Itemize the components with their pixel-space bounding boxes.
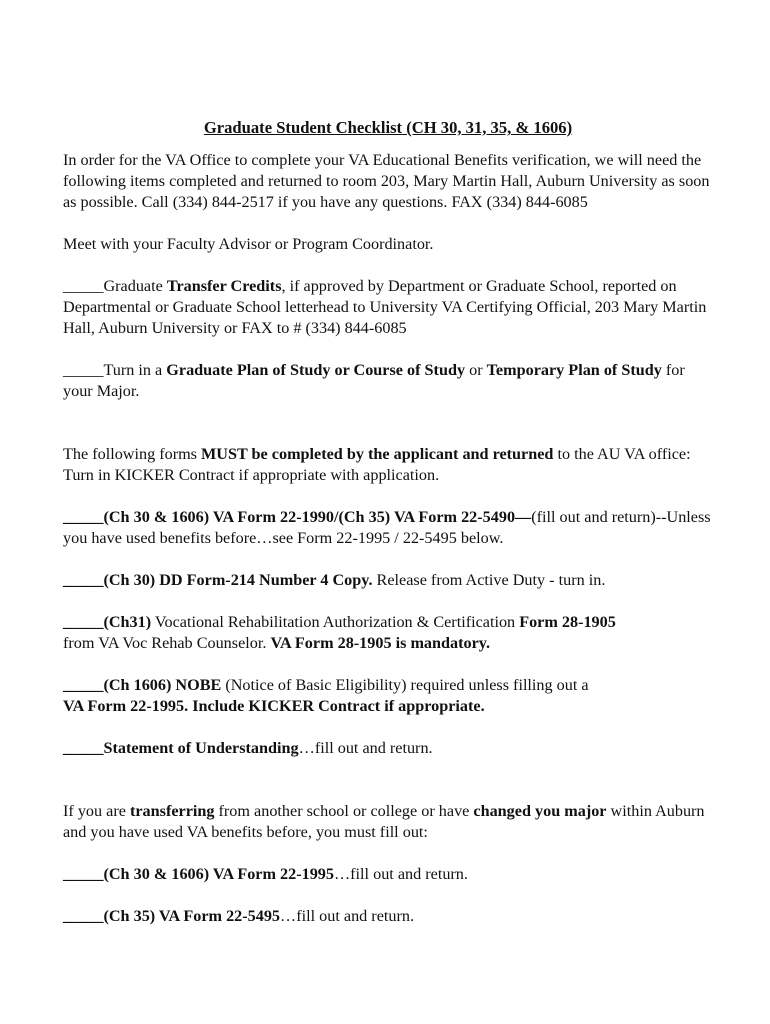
transferring-paragraph (63, 801, 713, 843)
item7-text: …fill out and return. (280, 907, 414, 925)
plan-text-e: for your Major. (63, 361, 685, 400)
item7-bold: _____(Ch 35) VA Form 22-5495 (63, 907, 281, 925)
item3-bold-a: _____(Ch31) (63, 613, 152, 631)
item1-bold: _____(Ch 30 & 1606) VA Form 22-1990/(Ch 35) VA Form 22-5490— (63, 508, 532, 526)
intro-paragraph: In order for the VA Office to complete your VA Educational Benefits verification, we will need the following items completed and returned to room 203, Mary Martin Hall, Auburn University as soon as possible. Call (334) 844-2517 if you have any questions. FAX (334) 844-6085 (63, 151, 710, 211)
transfer-credits-item (63, 276, 713, 339)
item2-text: Release from Active Duty - turn in. (372, 571, 606, 589)
form-28-1905-item (63, 612, 713, 654)
nobe-item (63, 675, 713, 717)
item3-bold-c: Form 28-1905 (519, 613, 616, 631)
item6-bold: _____(Ch 30 & 1606) VA Form 22-1995 (63, 865, 334, 883)
forms-intro-paragraph (63, 444, 713, 486)
document-page (63, 117, 713, 927)
forms-intro-text-a: The following forms (63, 445, 202, 463)
form-22-5495-item (63, 906, 713, 927)
forms-intro-text-c: to the AU VA office: Turn in KICKER Contract if appropriate with application. (63, 445, 691, 484)
transferring-bold-b: transferring (129, 802, 215, 820)
blank-line-text: _____Graduate (63, 277, 167, 295)
plan-bold-d: Temporary Plan of Study (486, 361, 662, 379)
plan-of-study-item (63, 360, 713, 402)
transfer-credits-bold: Transfer Credits (166, 277, 282, 295)
transfer-credits-text: , if approved by Department or Graduate School, reported on Departmental or Graduate School letterhead to University VA Certifying Official, 203 Mary Martin Hall, Auburn University or FAX to # (334) 844-6085 (63, 277, 707, 337)
item3-text-b: Vocational Rehabilitation Authorization & Certification (151, 613, 520, 631)
item3-text-d: from VA Voc Rehab Counselor. (63, 634, 271, 652)
transferring-text-c: from another school or college or have (214, 802, 474, 820)
plan-bold-b: Graduate Plan of Study or Course of Study (166, 361, 466, 379)
forms-intro-bold: MUST be completed by the applicant and returned (201, 445, 554, 463)
item1-text: (fill out and return)--Unless you have used benefits before…see Form 22-1995 / 22-5495 below. (63, 508, 711, 547)
item3-bold-e: VA Form 28-1905 is mandatory. (270, 634, 491, 652)
item4-bold-c: VA Form 22-1995. Include KICKER Contract if appropriate. (63, 697, 485, 715)
item6-text: …fill out and return. (333, 865, 468, 883)
meet-advisor-paragraph: Meet with your Faculty Advisor or Program Coordinator. (63, 235, 434, 253)
form-22-1990-item (63, 507, 713, 549)
statement-of-understanding-item (63, 738, 713, 759)
plan-text-c: or (465, 361, 487, 379)
transferring-bold-d: changed you major (473, 802, 607, 820)
transferring-text-e: within Auburn and you have used VA benefits before, you must fill out: (63, 802, 705, 841)
item4-bold-a: _____(Ch 1606) NOBE (63, 676, 222, 694)
transferring-text-a: If you are (63, 802, 130, 820)
item4-text-b: (Notice of Basic Eligibility) required unless filling out a (221, 676, 589, 694)
item5-text: …fill out and return. (298, 739, 433, 757)
item5-bold: _____Statement of Understanding (63, 739, 299, 757)
page-title: Graduate Student Checklist (CH 30, 31, 35, & 1606) (203, 118, 573, 137)
dd-form-214-item (63, 570, 713, 591)
item2-bold: _____(Ch 30) DD Form-214 Number 4 Copy. (63, 571, 373, 589)
form-22-1995-item (63, 864, 713, 885)
plan-text-a: _____Turn in a (63, 361, 167, 379)
